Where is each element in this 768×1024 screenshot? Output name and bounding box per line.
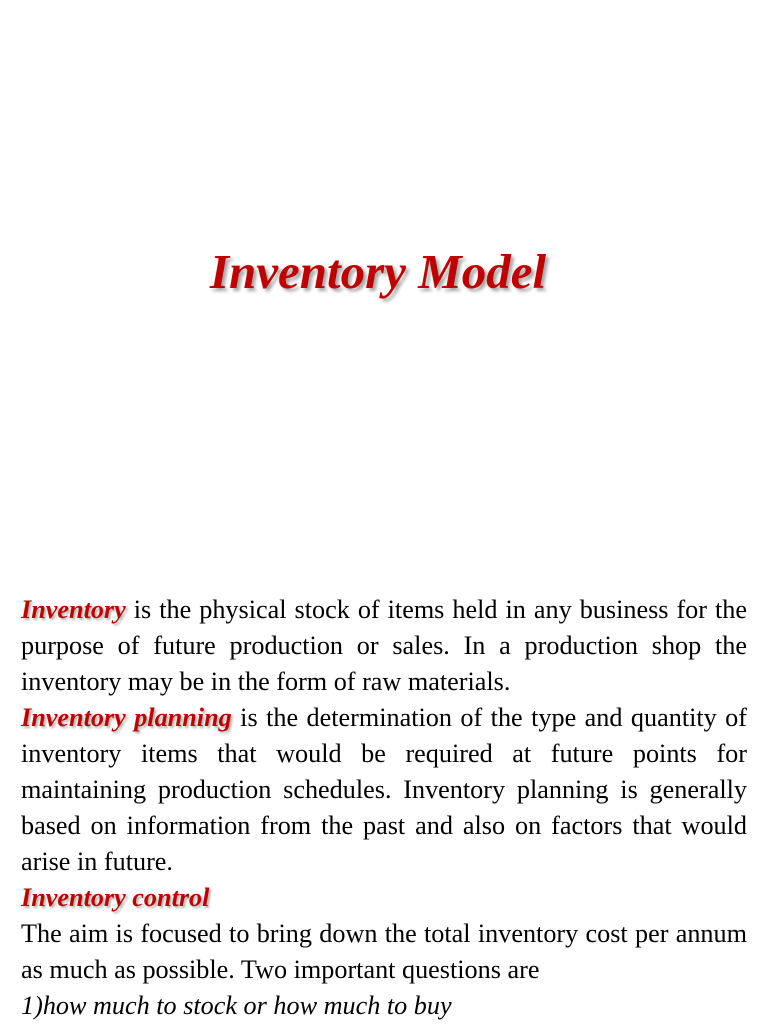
term-inventory-control: Inventory control	[21, 883, 210, 912]
term-inventory: Inventory	[21, 595, 126, 624]
paragraph-inventory	[21, 592, 747, 700]
slide-title: Inventory Model	[209, 244, 547, 299]
paragraph-inventory-text: is the physical stock of items held in any business for the purpose of future production or sales. In a production shop the inventory may be in the form of raw materials.	[21, 595, 747, 696]
question-1: 1)how much to stock or how much to buy	[21, 991, 452, 1020]
paragraph-inventory-control: The aim is focused to bring down the total inventory cost per annum as much as possible. Two important questions are	[21, 919, 747, 984]
heading-inventory-control	[21, 880, 747, 916]
paragraph-inventory-planning-text: is the determination of the type and quantity of inventory items that would be required at future points for maintaining production schedules. Inventory planning is generally based on information from the past and also on factors that would arise in future.	[21, 703, 747, 876]
paragraph-inventory-planning	[21, 700, 747, 880]
term-inventory-planning: Inventory planning	[21, 703, 232, 732]
slide-body	[21, 592, 747, 1024]
